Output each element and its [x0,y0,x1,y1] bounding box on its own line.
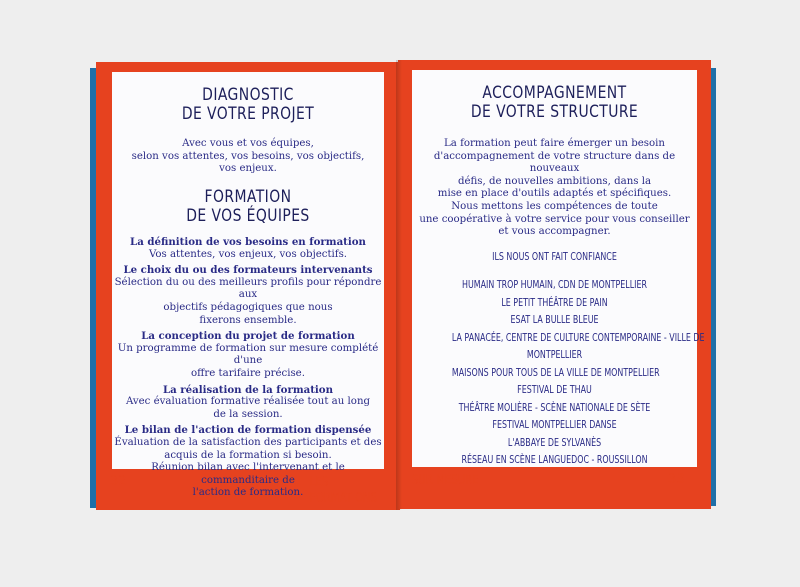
accompagnement-text-line: d'accompagnement de votre structure dans de nouveaux [433,150,676,175]
formation-item-text: Un programme de formation sur mesure complété d'une [117,342,379,367]
diagnostic-text-line: Avec vous et vos équipes, [182,138,314,149]
client-item: THÉÂTRE MOLIÈRE - SCÈNE NATIONALE DE SÈTE [458,400,651,414]
formation-title-line-1: FORMATION [204,187,292,207]
footer-label-right: SUR MESURE [412,473,479,488]
formation-item-text: Vos attentes, vos enjeux, vos objectifs. [148,248,348,260]
diagnostic-text-line: selon vos attentes, vos besoins, vos objectifs, [131,150,365,162]
accompagnement-text-line: défis, de nouvelles ambitions, dans la [457,175,652,187]
formation-item-text: Évaluation de la satisfaction des participants et des [114,436,382,448]
client-item: LA PANACÉE, CENTRE DE CULTURE CONTEMPORAINE - VILLE DE [451,330,705,344]
formation-item-text: l'action de formation. [192,487,304,499]
formation-item-heading: La conception du projet de formation [141,330,355,343]
formation-item-heading: Le bilan de l'action de formation dispensée [124,424,372,437]
formation-item-text: Sélection du ou des meilleurs profils pour répondre aux [114,276,382,301]
formation-item-heading: La réalisation de la formation [162,383,334,396]
footer-label-left: LES FORMATIONS [310,475,377,506]
right-page-paper [412,70,705,467]
formation-item-text: de la session. [213,408,283,420]
client-item: FESTIVAL MONTPELLIER DANSE [492,418,617,431]
client-item: RÉSEAU EN SCÈNE LANGUEDOC - ROUSSILLON [461,453,648,466]
accompagnement-text-line: Nous mettons les compétences de toute [451,200,658,212]
accompagnement-text-line: une coopérative à votre service pour vous conseiller [419,213,690,225]
formation-item-text: objectifs pédagogiques que nous [163,301,333,313]
accompagnement-text-line: La formation peut faire émerger un besoin [444,138,665,149]
diagnostic-title-line-2: DE VOTRE PROJET [181,104,315,124]
trust-heading: ILS NOUS ONT FAIT CONFIANCE [492,250,617,263]
formation-item-text: acquis de la formation si besoin. [164,449,332,461]
client-item: L'ABBAYE DE SYLVANÈS [507,435,602,449]
formation-item-text: fixerons ensemble. [199,314,297,326]
client-item: MAISONS POUR TOUS DE LA VILLE DE MONTPELLIER [451,365,660,379]
client-item: HUMAIN TROP HUMAIN, CDN DE MONTPELLIER [462,278,647,291]
left-page [96,62,400,510]
accompagnement-title-line-2: DE VOTRE STRUCTURE [470,102,639,122]
client-item: MONTPELLIER [526,348,583,361]
page-number-right: 33 [668,472,685,487]
accompagnement-title-line-1: ACCOMPAGNEMENT [482,83,627,103]
accompagnement-text-line: et vous accompagner. [498,226,611,238]
page-number-left: 32 [110,474,127,489]
formation-item-text: offre tarifaire précise. [191,367,305,379]
formation-title-line-2: DE VOS ÉQUIPES [186,206,310,226]
center-fold [396,60,402,510]
formation-item-text: Réunion bilan avec l'intervenant et le commanditaire de [151,462,345,486]
diagnostic-title-line-1: DIAGNOSTIC [202,85,294,105]
accompagnement-text-line: mise en place d'outils adaptés et spécifiques. [437,188,672,200]
client-item: LE PETIT THÉÂTRE DE PAIN [501,295,608,309]
formation-item-heading: Le choix du ou des formateurs intervenants [123,264,373,277]
client-item: ESAT LA BULLE BLEUE [510,313,599,326]
formation-item-heading: La définition de vos besoins en formation [130,236,366,248]
diagnostic-text-line: vos enjeux. [219,163,277,175]
right-page [398,60,711,509]
formation-item-text: Avec évaluation formative réalisée tout au long [125,396,371,408]
client-item: FESTIVAL DE THAU [517,383,592,396]
